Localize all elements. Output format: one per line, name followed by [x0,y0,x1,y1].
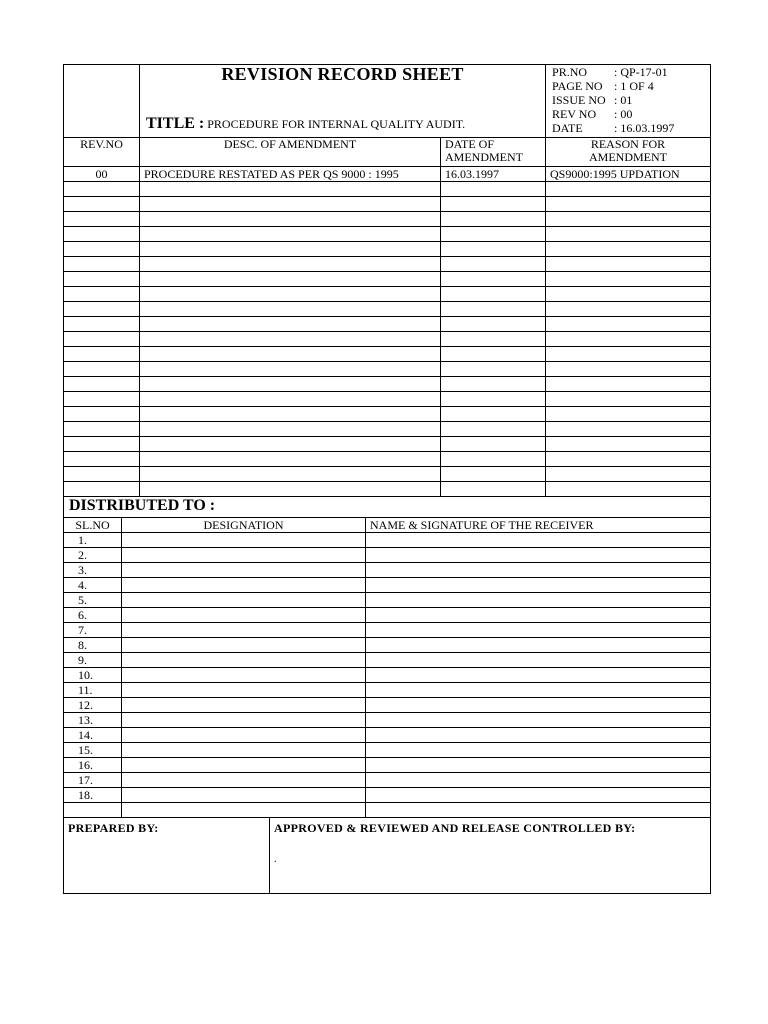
distribution-row [64,713,711,728]
distribution-row [64,743,711,758]
receiver-cell [366,608,711,623]
reason-cell [546,362,711,377]
date-cell [441,392,546,407]
designation-cell [122,623,366,638]
date-cell [441,437,546,452]
meta-value: : 00 [614,107,633,121]
desc-cell [140,437,441,452]
sl-no-cell: 11. [64,683,122,698]
rev-no-cell [64,182,140,197]
desc-cell [140,242,441,257]
rev-no-cell [64,227,140,242]
rev-no-cell [64,257,140,272]
receiver-cell [366,623,711,638]
desc-cell: PROCEDURE RESTATED AS PER QS 9000 : 1995 [140,167,441,182]
distribution-row [64,773,711,788]
distribution-row [64,623,711,638]
date-cell [441,302,546,317]
meta-row [552,121,710,135]
distribution-rows [64,533,711,818]
date-cell [441,242,546,257]
distribution-row [64,653,711,668]
date-cell [441,287,546,302]
distribution-row [64,683,711,698]
meta-key: REV NO [552,107,597,121]
reason-cell [546,242,711,257]
meta-key: ISSUE NO [552,93,606,107]
rev-no-cell [64,482,140,497]
desc-cell [140,362,441,377]
distribution-row [64,803,711,818]
distribution-title: DISTRIBUTED TO : [64,497,711,518]
distribution-row [64,593,711,608]
sl-no-cell: 6. [64,608,122,623]
receiver-cell [366,698,711,713]
designation-cell [122,608,366,623]
meta-value: : 01 [614,93,633,107]
sl-no-cell: 17. [64,773,122,788]
revision-row [64,467,711,482]
desc-cell [140,182,441,197]
col-reason-line2: AMENDMENT [589,150,668,164]
date-cell [441,332,546,347]
rev-no-cell [64,377,140,392]
date-cell [441,257,546,272]
sl-no-cell: 16. [64,758,122,773]
revision-row [64,332,711,347]
reason-cell [546,422,711,437]
reason-cell [546,227,711,242]
desc-cell [140,212,441,227]
col-sl-no: SL.NO [64,518,122,533]
designation-cell [122,668,366,683]
reason-cell [546,272,711,287]
date-cell [441,482,546,497]
receiver-cell [366,638,711,653]
distribution-row [64,698,711,713]
prepared-by-label: PREPARED BY: [68,821,159,835]
date-cell [441,182,546,197]
distribution-row [64,548,711,563]
date-cell [441,317,546,332]
meta-row [552,107,710,121]
meta-key: PR.NO [552,65,588,79]
reason-cell [546,377,711,392]
distribution-row [64,533,711,548]
date-cell [441,197,546,212]
receiver-cell [366,683,711,698]
page-title: REVISION RECORD SHEET [221,64,464,84]
sl-no-cell: 3. [64,563,122,578]
receiver-cell [366,803,711,818]
distribution-row [64,728,711,743]
revision-row [64,272,711,287]
designation-cell [122,803,366,818]
rev-no-cell [64,287,140,302]
distribution-table [63,496,711,818]
desc-cell [140,197,441,212]
rev-no-cell [64,407,140,422]
distribution-row [64,638,711,653]
reason-cell [546,287,711,302]
revision-row [64,302,711,317]
distribution-title-row [64,497,711,518]
rev-no-cell [64,197,140,212]
date-cell: 16.03.1997 [441,167,546,182]
signature-row [64,818,711,894]
desc-cell [140,347,441,362]
designation-cell [122,698,366,713]
revision-record-sheet [63,64,710,894]
receiver-cell [366,758,711,773]
receiver-cell [366,563,711,578]
meta-row [552,79,710,93]
title-label: TITLE : [146,115,205,132]
distribution-row [64,758,711,773]
desc-cell [140,482,441,497]
sl-no-cell: 12. [64,698,122,713]
receiver-cell [366,578,711,593]
distribution-row [64,578,711,593]
rev-no-cell: 00 [64,167,140,182]
designation-cell [122,728,366,743]
sl-no-cell: 13. [64,713,122,728]
distribution-row [64,788,711,803]
distribution-row [64,608,711,623]
rev-no-cell [64,317,140,332]
desc-cell [140,227,441,242]
header-title-cell [140,65,546,138]
col-reason [546,138,711,167]
designation-cell [122,593,366,608]
desc-cell [140,302,441,317]
desc-cell [140,452,441,467]
revision-row [64,227,711,242]
designation-cell [122,578,366,593]
col-date-line1: DATE OF [445,137,495,151]
revision-header-row [64,138,711,167]
designation-cell [122,533,366,548]
date-cell [441,422,546,437]
rev-no-cell [64,437,140,452]
desc-cell [140,467,441,482]
receiver-cell [366,713,711,728]
reason-cell [546,392,711,407]
desc-cell [140,332,441,347]
col-date [441,138,546,167]
reason-cell [546,302,711,317]
meta-key: PAGE NO [552,79,603,93]
desc-cell [140,317,441,332]
reason-cell [546,182,711,197]
reason-cell [546,257,711,272]
receiver-cell [366,743,711,758]
receiver-cell [366,788,711,803]
revision-row [64,482,711,497]
col-rev-no: REV.NO [64,138,140,167]
designation-cell [122,638,366,653]
revision-row [64,167,711,182]
designation-cell [122,773,366,788]
desc-cell [140,407,441,422]
desc-cell [140,392,441,407]
rev-no-cell [64,332,140,347]
designation-cell [122,683,366,698]
distribution-header-row [64,518,711,533]
revision-row [64,422,711,437]
date-cell [441,347,546,362]
receiver-cell [366,653,711,668]
designation-cell [122,653,366,668]
rev-no-cell [64,362,140,377]
date-cell [441,362,546,377]
approved-by-cell [270,818,711,894]
reason-cell [546,407,711,422]
sl-no-cell: 14. [64,728,122,743]
designation-cell [122,788,366,803]
approved-mark: . [274,854,277,865]
receiver-cell [366,728,711,743]
desc-cell [140,377,441,392]
col-reason-line1: REASON FOR [590,137,666,151]
revision-row [64,317,711,332]
sl-no-cell [64,803,122,818]
date-cell [441,212,546,227]
meta-row [552,65,710,79]
header-blank-cell [64,65,140,138]
reason-cell [546,347,711,362]
reason-cell [546,452,711,467]
rev-no-cell [64,242,140,257]
sl-no-cell: 2. [64,548,122,563]
revision-row [64,452,711,467]
title-text: PROCEDURE FOR INTERNAL QUALITY AUDIT. [207,117,466,131]
reason-cell [546,317,711,332]
rev-no-cell [64,467,140,482]
sl-no-cell: 9. [64,653,122,668]
revision-row [64,182,711,197]
reason-cell [546,332,711,347]
revision-row [64,212,711,227]
header-row [64,65,711,138]
revision-row [64,407,711,422]
desc-cell [140,422,441,437]
reason-cell [546,467,711,482]
designation-cell [122,743,366,758]
revision-row [64,377,711,392]
sl-no-cell: 1. [64,533,122,548]
rev-no-cell [64,212,140,227]
sl-no-cell: 5. [64,593,122,608]
revision-row [64,392,711,407]
sl-no-cell: 7. [64,623,122,638]
designation-cell [122,713,366,728]
designation-cell [122,758,366,773]
revision-row [64,437,711,452]
sl-no-cell: 15. [64,743,122,758]
desc-cell [140,272,441,287]
meta-key: DATE [552,121,583,135]
date-cell [441,272,546,287]
reason-cell [546,197,711,212]
designation-cell [122,548,366,563]
meta-row [552,93,710,107]
revision-row [64,362,711,377]
receiver-cell [366,668,711,683]
revision-row [64,242,711,257]
receiver-cell [366,533,711,548]
date-cell [441,452,546,467]
meta-list [552,65,710,135]
meta-value: : QP-17-01 [614,65,668,79]
distribution-row [64,563,711,578]
rev-no-cell [64,272,140,287]
document-meta [546,65,711,138]
revision-row [64,257,711,272]
receiver-cell [366,773,711,788]
date-cell [441,227,546,242]
revision-row [64,197,711,212]
date-cell [441,407,546,422]
rev-no-cell [64,422,140,437]
designation-cell [122,563,366,578]
col-designation: DESIGNATION [122,518,366,533]
sl-no-cell: 8. [64,638,122,653]
desc-cell [140,257,441,272]
rev-no-cell [64,347,140,362]
date-cell [441,467,546,482]
sl-no-cell: 4. [64,578,122,593]
signature-table [63,817,711,894]
rev-no-cell [64,452,140,467]
meta-value: : 1 OF 4 [614,79,654,93]
revision-rows [64,167,711,497]
rev-no-cell [64,392,140,407]
approved-by-label: APPROVED & REVIEWED AND RELEASE CONTROLLED BY: [274,821,636,835]
reason-cell [546,437,711,452]
col-date-line2: AMENDMENT [445,150,523,164]
col-receiver: NAME & SIGNATURE OF THE RECEIVER [366,518,711,533]
distribution-row [64,668,711,683]
receiver-cell [366,593,711,608]
revision-row [64,347,711,362]
desc-cell [140,287,441,302]
meta-value: : 16.03.1997 [614,121,675,135]
revision-table [63,64,711,497]
document-title-line [146,117,465,131]
rev-no-cell [64,302,140,317]
sl-no-cell: 10. [64,668,122,683]
revision-row [64,287,711,302]
reason-cell: QS9000:1995 UPDATION [546,167,711,182]
sl-no-cell: 18. [64,788,122,803]
receiver-cell [366,548,711,563]
reason-cell [546,482,711,497]
col-desc: DESC. OF AMENDMENT [140,138,441,167]
prepared-by-cell [64,818,270,894]
reason-cell [546,212,711,227]
date-cell [441,377,546,392]
